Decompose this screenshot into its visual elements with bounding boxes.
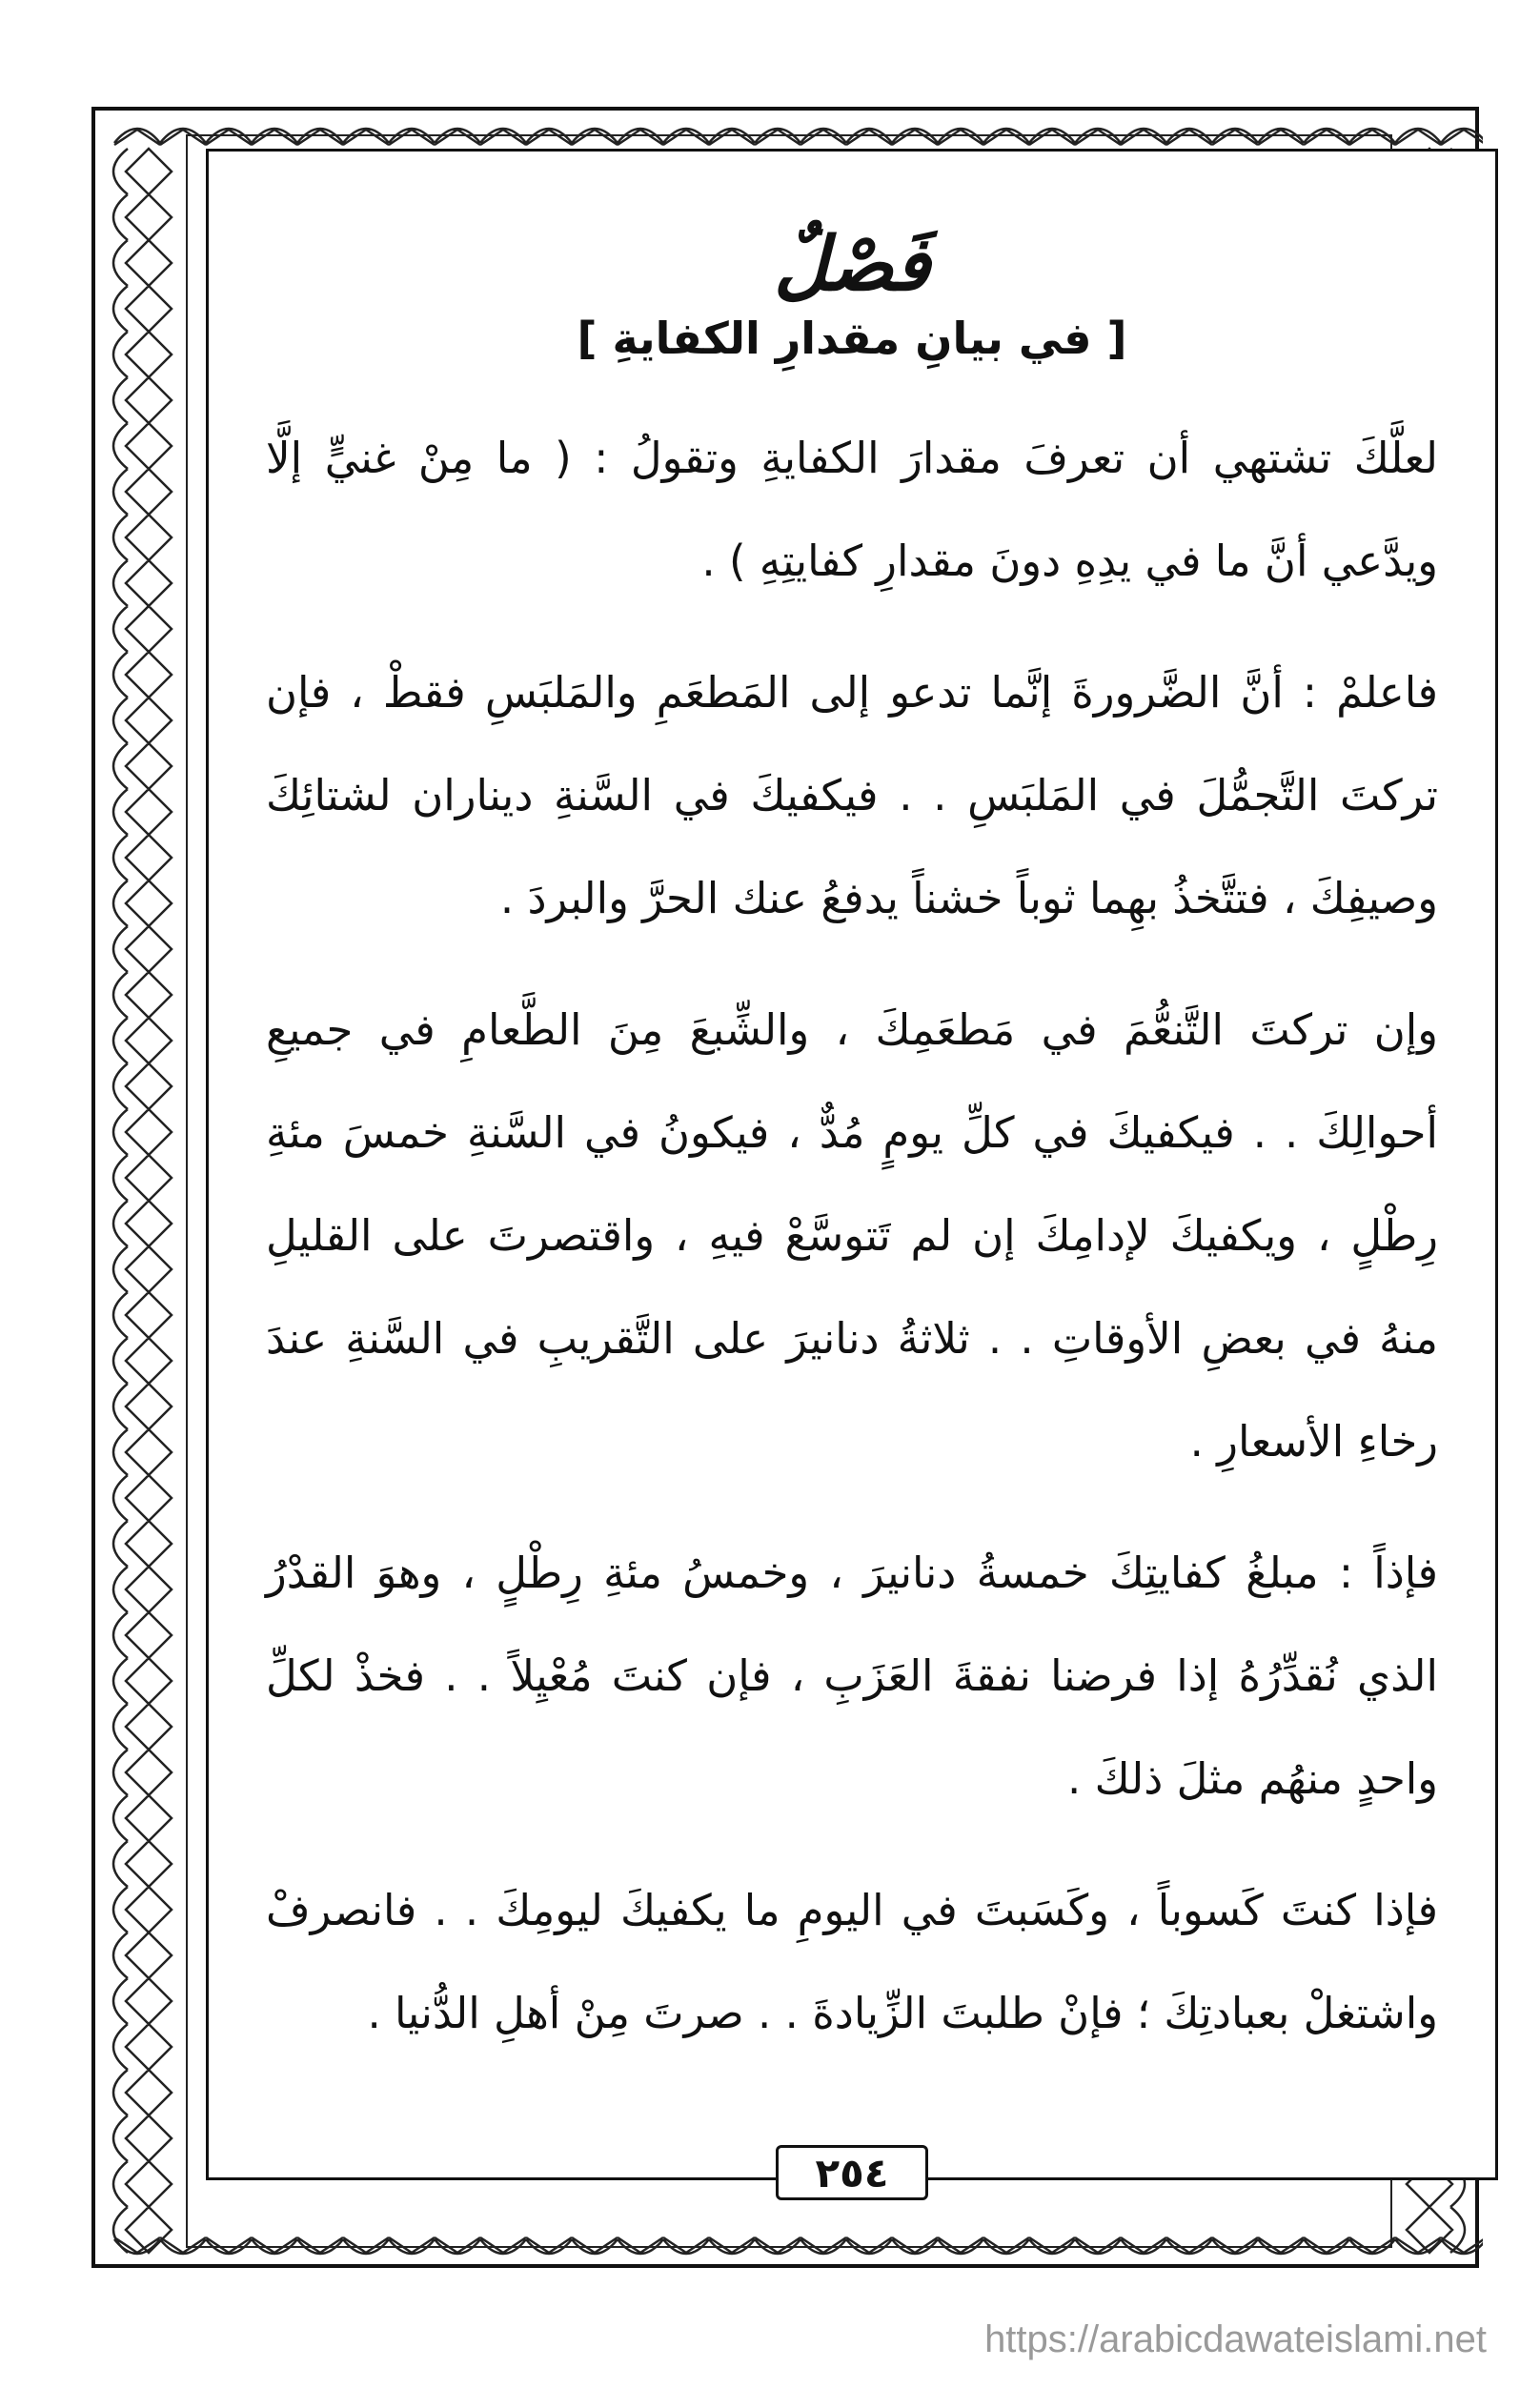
section-heading: فَصْلٌ	[774, 221, 930, 308]
paragraph: فاعلمْ : أنَّ الضَّرورةَ إنَّما تدعو إلى المَطعَمِ والمَلبَسِ فقطْ ، فإن تركتَ التَّجمُّلَ في المَلبَسِ . . فيكفيكَ في السَّنةِ ديناران لشتائِكَ وصيفِكَ ، فتتَّخذُ بهِما ثوباً خشناً يدفعُ عنك الحرَّ والبردَ .	[266, 667, 1438, 924]
paragraph: فإذاً : مبلغُ كفايتِكَ خمسةُ دنانيرَ ، وخمسُ مئةِ رِطْلٍ ، وهوَ القدْرُ الذي نُقدِّرُهُ إذا فرضنا نفقةَ العَزَبِ ، فإن كنتَ مُعْيِلاً . . فخذْ لكلِّ واحدٍ منهُم مثلَ ذلكَ .	[266, 1548, 1438, 1805]
page-number: ٢٥٤	[776, 2145, 928, 2200]
paragraph: لعلَّكَ تشتهي أن تعرفَ مقدارَ الكفايةِ وتقولُ : ( ما مِنْ غنيٍّ إلَّا ويدَّعي أنَّ ما في يدِهِ دونَ مقدارِ كفايتِهِ ) .	[266, 433, 1438, 587]
paragraph: فإذا كنتَ كَسوباً ، وكَسَبتَ في اليومِ ما يكفيكَ ليومِكَ . . فانصرفْ واشتغلْ بعبادتِكَ ؛ فإنْ طلبتَ الزِّيادةَ . . صرتَ مِنْ أهلِ الدُّنيا .	[266, 1885, 1438, 2039]
paragraph: وإن تركتَ التَّنعُّمَ في مَطعَمِكَ ، والشِّبعَ مِنَ الطَّعامِ في جميعِ أحوالِكَ . . فيكفيكَ في كلِّ يومٍ مُدٌّ ، فيكونُ في السَّنةِ خمسَ مئةِ رِطْلٍ ، ويكفيكَ لإدامِكَ إن لم تَتوسَّعْ فيهِ ، واقتصرتَ على القليلِ منهُ في بعضِ الأوقاتِ . . ثلاثةُ دنانيرَ على التَّقريبِ في السَّنةِ عندَ رخاءِ الأسعارِ .	[266, 1004, 1438, 1467]
text-frame	[206, 149, 1498, 2196]
watermark-url: https://arabicdawateislami.net	[984, 2318, 1487, 2360]
page-content	[266, 209, 1438, 2139]
body-text	[266, 407, 1438, 2065]
section-subtitle: [ في بيانِ مقدارِ الكفايةِ ]	[577, 313, 1127, 364]
page-frame	[91, 107, 1479, 2268]
